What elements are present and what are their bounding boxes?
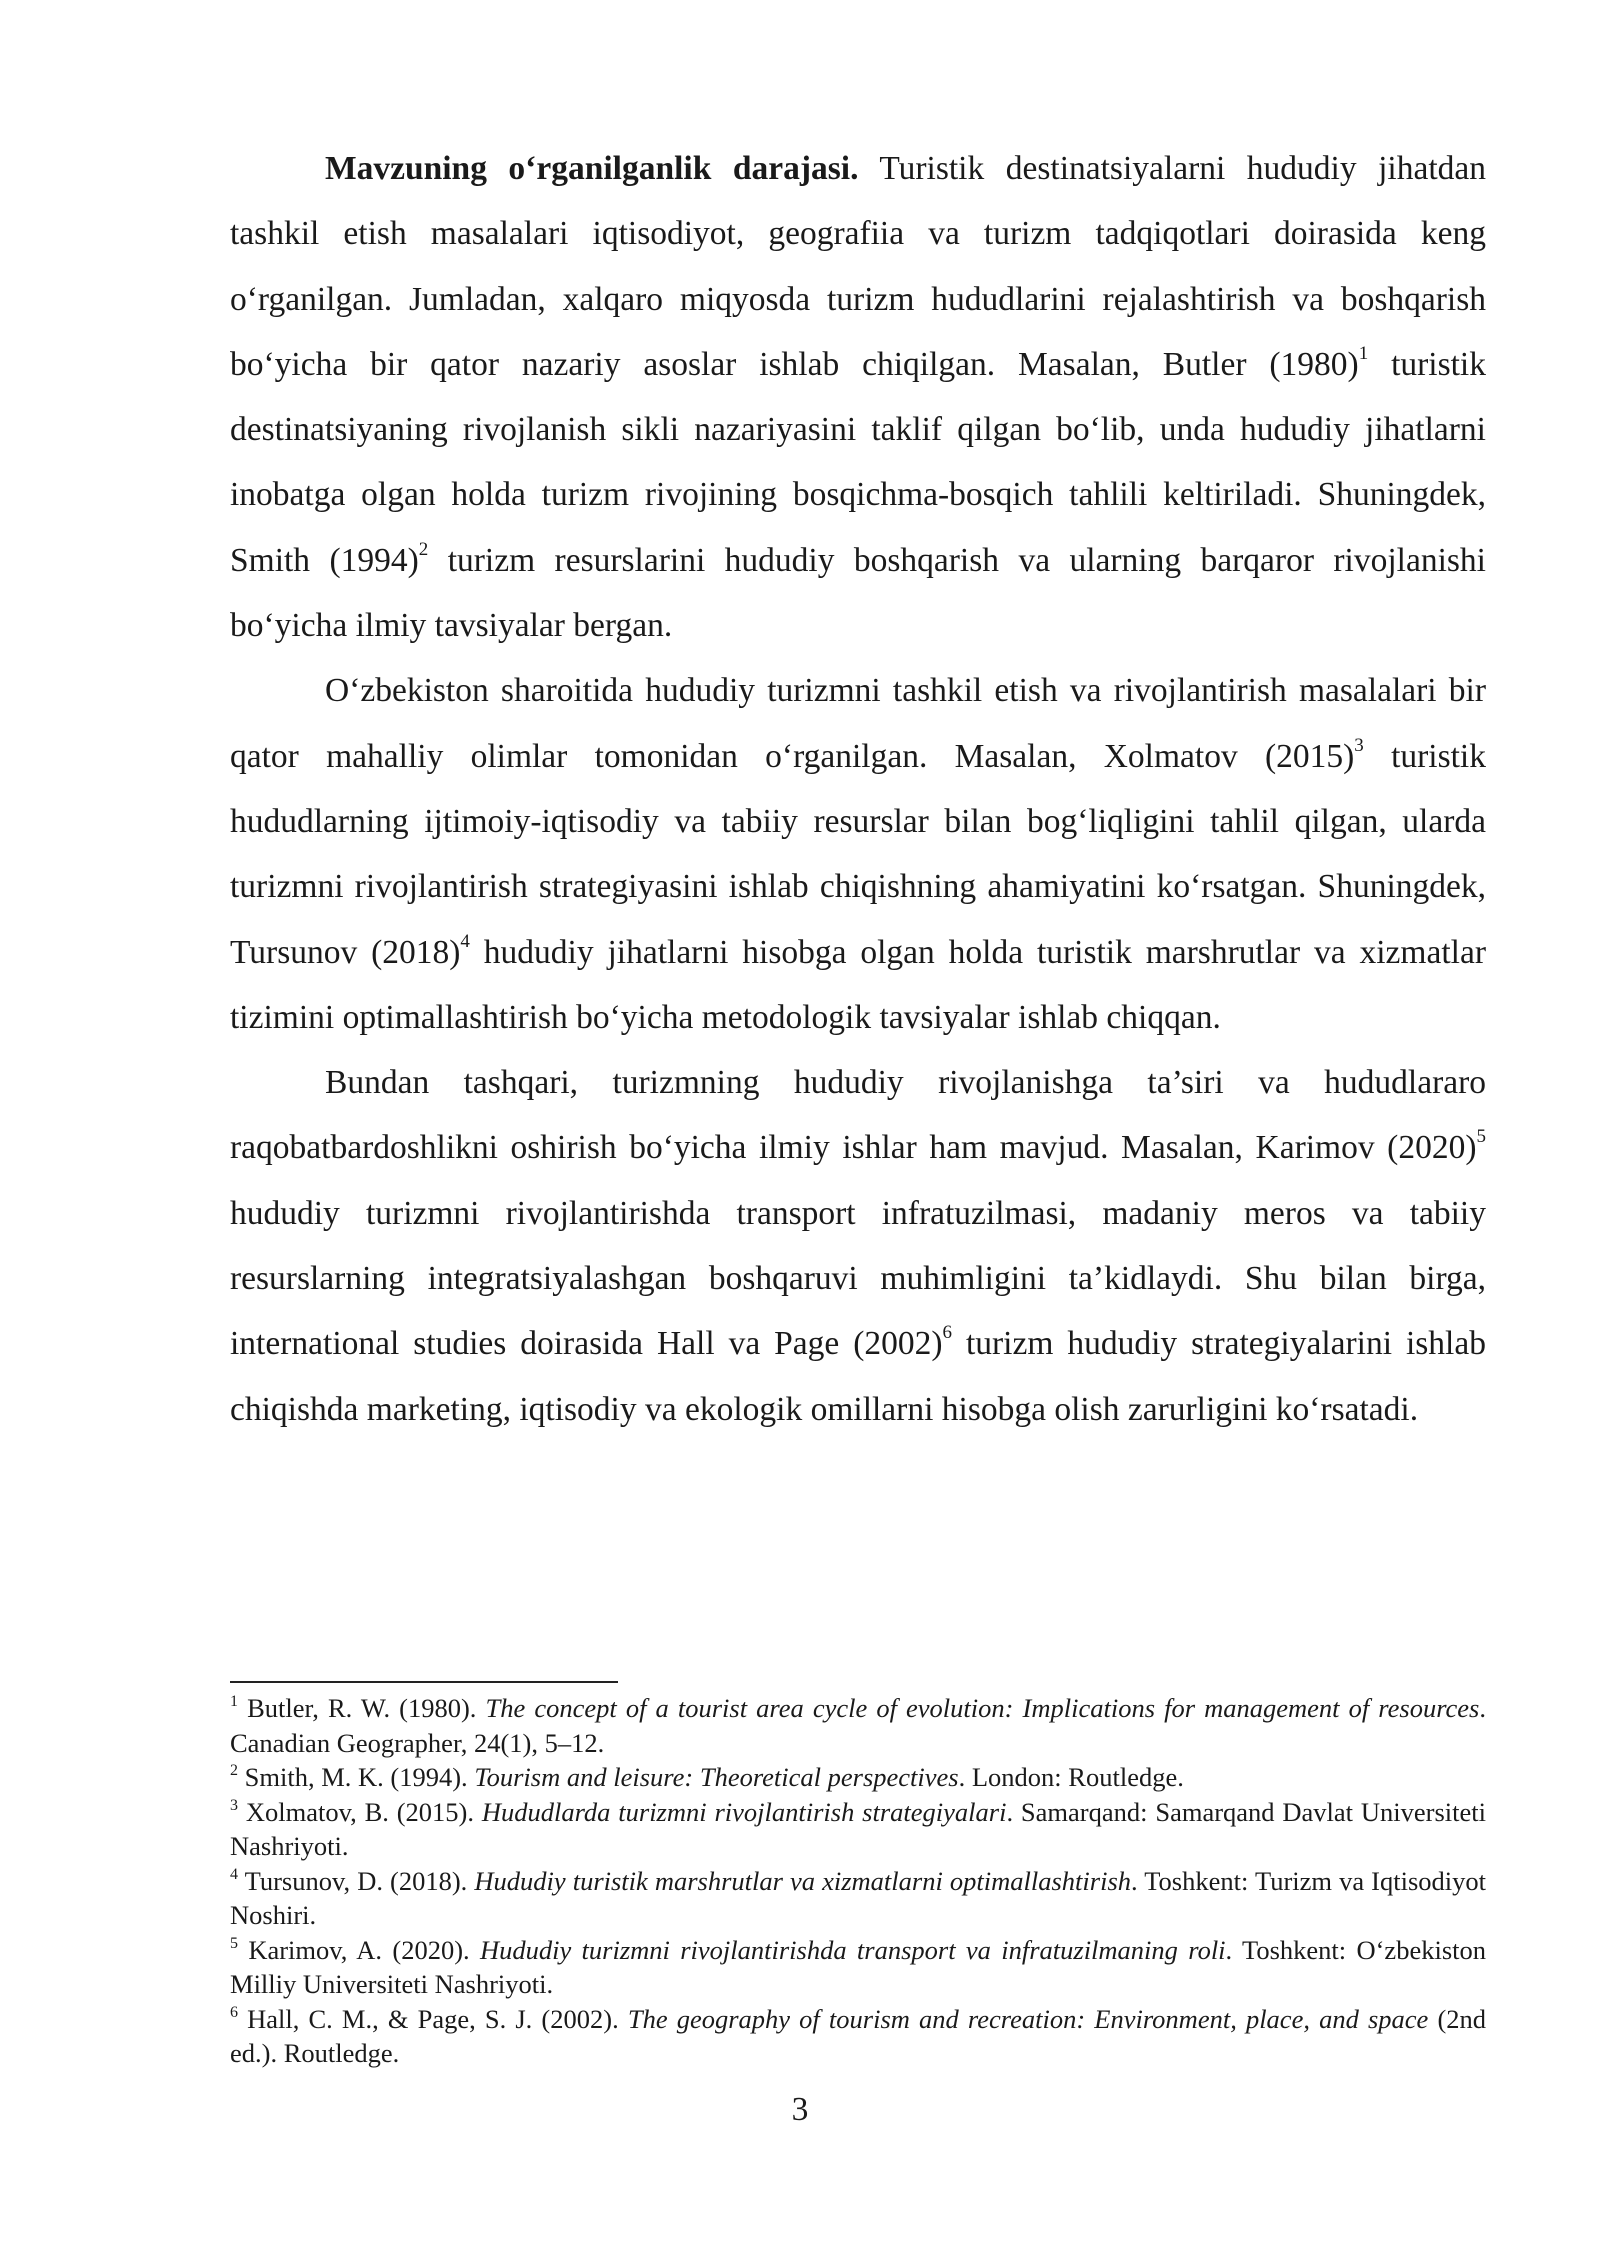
footnote-ref-6[interactable]: 6 (942, 1322, 953, 1344)
paragraph-2-text-a: O‘zbekiston sharoitida hududiy turizmni tashkil etish va rivojlantirish masalalari bir qator mahalliy olimlar tomonidan o‘rganilgan. Masalan, Xolmatov (2015) (230, 672, 1486, 775)
paragraph-1 (230, 136, 1486, 658)
footnote-text: . Toshkent: O‘zbekiston Milliy Universiteti Nashriyoti. (230, 1934, 1486, 1999)
paragraph-2-text-b: turistik hududlarning ijtimoiy-iqtisodiy va tabiiy resurslar bilan bog‘liqligini tahlil qilgan, ularda turizmni rivojlantirish strategiyasini ishlab chiqishning ahamiyatini ko‘rsatgan. Shuningdek, Tursunov (2018) (230, 737, 1486, 971)
paragraph-1-text-c: turizm resurslarini hududiy boshqarish va ularning barqaror rivojlanishi bo‘yicha ilmiy tavsiyalar bergan. (230, 541, 1486, 645)
main-body (230, 136, 1486, 1442)
paragraph-3-text-b: hududiy turizmni rivojlantirishda transport infratuzilmasi, madaniy meros va tabiiy resurslarning integratsiyalashgan boshqaruvi muhimligini ta’kidlaydi. Shu bilan birga, international studies doirasida Hall va Page (2002) (230, 1194, 1486, 1363)
footnote-text: Hall, C. M., & Page, S. J. (2002). (238, 2003, 628, 2034)
footnote-ref-3[interactable]: 3 (1354, 734, 1364, 756)
footnote-text: Smith, M. K. (1994). (238, 1762, 475, 1792)
footnote-3 (230, 1795, 1486, 1864)
paragraph-3-text-a: Bundan tashqari, turizmning hududiy rivojlanishga ta’siri va hududlararo raqobatbardoshlikni oshirish bo‘yicha ilmiy ishlar ham mavjud. Masalan, Karimov (2020) (230, 1064, 1486, 1167)
footnotes (230, 1691, 1486, 2071)
footnote-separator (230, 1681, 618, 1683)
footnote-number: 6 (230, 2003, 238, 2021)
footnote-text: (2nd ed.). Routledge. (230, 2003, 1487, 2068)
footnote-text: Xolmatov, B. (2015). (238, 1796, 482, 1827)
footnote-text: . Toshkent: Turizm va Iqtisodiyot Noshiri. (230, 1865, 1486, 1930)
footnote-text: Butler, R. W. (1980). (238, 1693, 486, 1723)
footnote-text: . Canadian Geographer, 24(1), 5–12. (230, 1693, 1486, 1758)
footnote-1 (230, 1691, 1486, 1760)
footnote-title: Hududiy turizmni rivojlantirishda transport va infratuzilmaning roli (479, 1934, 1226, 1965)
paragraph-1-text-b: turistik destinatsiyaning rivojlanish sikli nazariyasini taklif qilgan bo‘lib, unda hududiy jihatlarni inobatga olgan holda turizm rivojining bosqichma-bosqich tahlili keltiriladi. Shuningdek, Smith (1994) (230, 345, 1486, 579)
footnote-title: Tourism and leisure: Theoretical perspectives (474, 1762, 959, 1792)
footnote-number: 1 (230, 1692, 238, 1710)
footnote-title: Hududiy turistik marshrutlar va xizmatlarni optimallashtirish (474, 1865, 1132, 1896)
paragraph-2-text-c: hududiy jihatlarni hisobga olgan holda turistik marshrutlar va xizmatlar tizimini optimallashtirish bo‘yicha metodologik tavsiyalar ishlab chiqqan. (230, 933, 1486, 1036)
footnote-5 (230, 1933, 1486, 2002)
footnote-title: The geography of tourism and recreation: Environment, place, and space (627, 2003, 1429, 2034)
footnote-ref-1[interactable]: 1 (1358, 342, 1369, 364)
paragraph-3-text-c: turizm hududiy strategiyalarini ishlab chiqishda marketing, iqtisodiy va ekologik omillarni hisobga olish zarurligini ko‘rsatadi. (230, 1325, 1486, 1428)
paragraph-2 (230, 658, 1486, 1050)
footnote-text: . Samarqand: Samarqand Davlat Universiteti Nashriyoti. (230, 1796, 1486, 1861)
footnote-title: The concept of a tourist area cycle of evolution: Implications for management of resources (485, 1693, 1480, 1723)
footnote-2 (230, 1760, 1486, 1795)
footnote-text: Tursunov, D. (2018). (238, 1865, 475, 1896)
footnote-number: 3 (230, 1796, 238, 1814)
footnote-title: Hududlarda turizmni rivojlantirish strategiyalari (481, 1796, 1007, 1827)
footnote-number: 5 (230, 1934, 238, 1952)
footnote-ref-4[interactable]: 4 (460, 930, 470, 952)
footnote-4 (230, 1864, 1486, 1933)
footnote-ref-5[interactable]: 5 (1476, 1126, 1486, 1148)
paragraph-3 (230, 1050, 1486, 1442)
footnote-6 (230, 2002, 1486, 2071)
footnote-text: . London: Routledge. (958, 1762, 1184, 1792)
footnote-number: 4 (230, 1865, 238, 1883)
section-heading: Mavzuning o‘rganilganlik darajasi. (325, 150, 859, 187)
page-number: 3 (791, 2091, 809, 2128)
footnote-text: Karimov, A. (2020). (238, 1934, 480, 1965)
footnote-ref-2[interactable]: 2 (418, 538, 429, 560)
paragraph-1-text-a: Turistik destinatsiyalarni hududiy jihatdan tashkil etish masalalari iqtisodiyot, geografiia va turizm tadqiqotlari doirasida keng o‘rganilgan. Jumladan, xalqaro miqyosda turizm hududlarini rejalashtirish va boshqarish bo‘yicha bir qator nazariy asoslar ishlab chiqilgan. Masalan, Butler (1980) (230, 150, 1486, 383)
footnote-number: 2 (230, 1761, 238, 1779)
